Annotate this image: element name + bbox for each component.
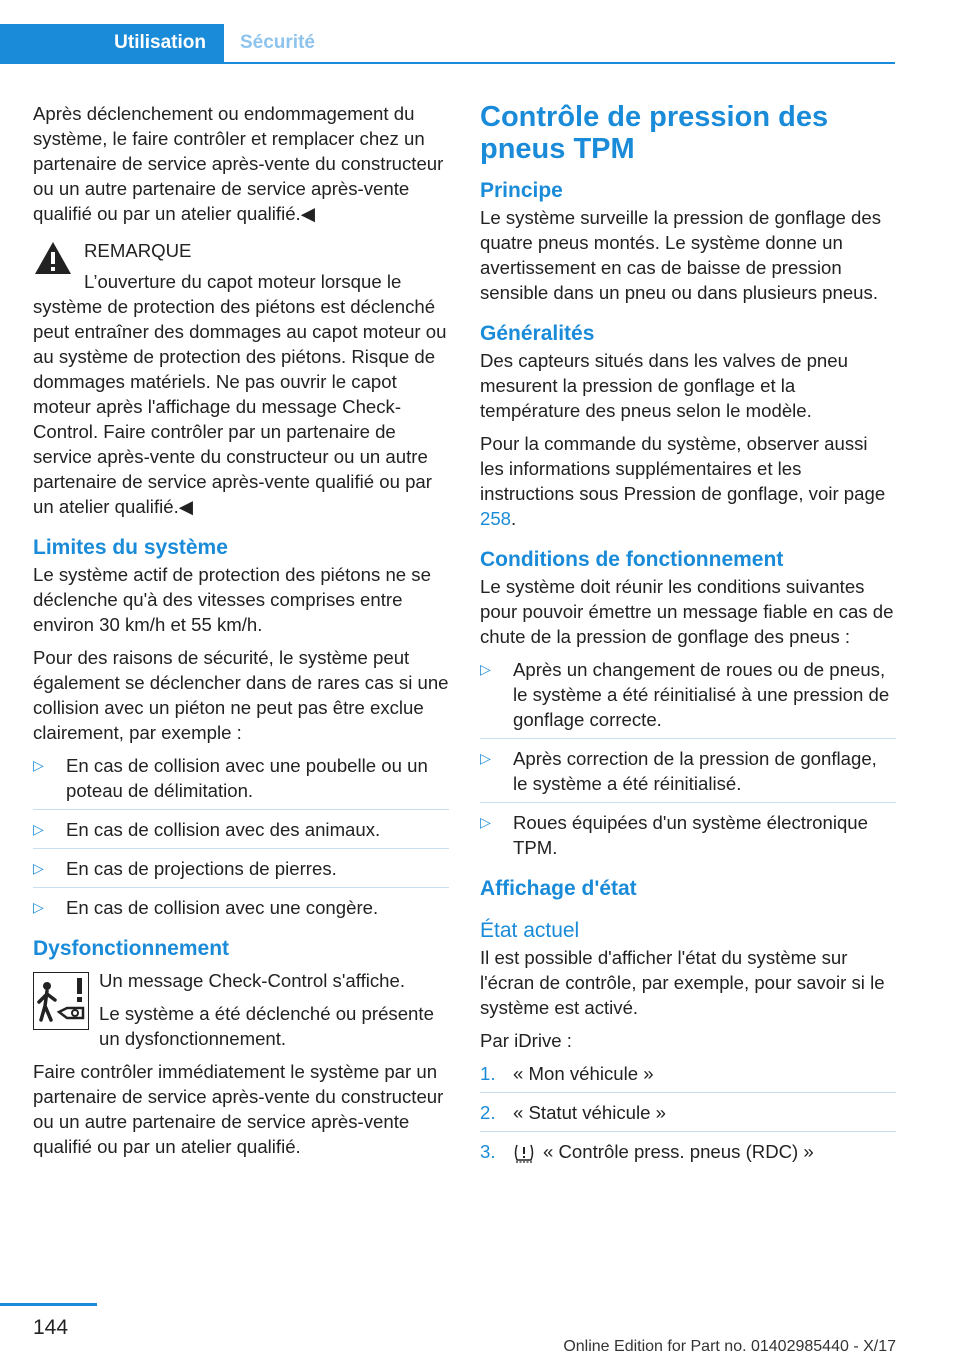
general-paragraph-1: Des capteurs situés dans les valves de pneu mesurent la pression de gonflage et la température des pneus selon le modèle.: [480, 350, 848, 421]
header-tabs: [0, 24, 895, 64]
step-text: « Mon véhicule »: [513, 1063, 654, 1084]
status-heading: Affichage d'état: [480, 877, 637, 900]
triangle-bullet-icon: ▷: [480, 661, 491, 677]
tab-securite[interactable]: Sécurité: [240, 32, 315, 53]
malfunction-block: [33, 968, 449, 1059]
list-item-text: En cas de collision avec une congère.: [66, 897, 379, 918]
triangle-bullet-icon: ▷: [33, 757, 44, 773]
general-paragraph-2-end: .: [511, 508, 517, 529]
list-item: [33, 817, 449, 849]
malfunction-paragraph-2: Le système a été déclenché ou présente un dysfonctionnement.: [99, 1003, 434, 1049]
warning-triangle-icon: [33, 240, 73, 276]
step-number: 2.: [480, 1102, 496, 1123]
general-paragraph-2-text: Pour la commande du système, observer aussi les informations supplémentaires et les instructions sous Pression de gonflage, voir page: [480, 433, 886, 504]
list-item: [480, 746, 896, 803]
tab-utilisation[interactable]: Utilisation: [0, 24, 224, 62]
limits-paragraph-1: Le système actif de protection des piétons ne se déclenche qu'à des vitesses comprises entre environ 30 km/h et 55 km/h.: [33, 564, 431, 635]
triangle-bullet-icon: ▷: [33, 899, 44, 915]
list-item: [480, 657, 896, 739]
step-text: « Contrôle press. pneus (RDC) »: [543, 1141, 814, 1162]
intro-paragraph: Après déclenchement ou endommagement du système, le faire contrôler et remplacer chez un partenaire de service après-vente du constructeur ou un autre partenaire de service après-vente qualifié ou par un atelier qualifié.◀: [33, 103, 444, 224]
footer-accent-line: [0, 1303, 97, 1306]
principle-paragraph: Le système surveille la pression de gonflage des quatre pneus montés. Le système donne un avertissement en cas de baisse de pression sensible dans un pneu ou dans plusieurs pneus.: [480, 207, 882, 303]
step-text: « Statut véhicule »: [513, 1102, 666, 1123]
warning-block: [33, 238, 449, 519]
idrive-steps: [480, 1061, 896, 1164]
limits-heading: Limites du système: [33, 536, 228, 559]
step-number: 3.: [480, 1141, 496, 1162]
list-item-text: En cas de projections de pierres.: [66, 858, 337, 879]
list-item-text: En cas de collision avec des animaux.: [66, 819, 381, 840]
warning-title: REMARQUE: [84, 240, 192, 261]
malfunction-heading: Dysfonctionnement: [33, 937, 230, 960]
warning-text-body: L’ouverture du capot moteur lorsque le système de protection des piétons est déclenché peut entraîner des dommages au capot moteur ou au système de protection des piétons. Risque de dommages matériels. Ne pas ouvrir le capot moteur après l'affichage du message Check-Control. Faire contrôler par un partenaire de service après-vente du constructeur ou un autre partenaire de service après-vente qualifié ou par un atelier qualifié.◀: [33, 271, 447, 517]
list-item: [33, 895, 449, 920]
list-item-text: Après correction de la pression de gonflage, le système a été réinitialisé.: [513, 748, 877, 794]
edition-footer: Online Edition for Part no. 01402985440 - X/17: [563, 1338, 896, 1355]
list-item: [480, 810, 896, 860]
limits-paragraph-2: Pour des raisons de sécurité, le système peut également se déclencher dans de rares cas si une collision avec un piéton ne peut pas être exclue clairement, par exemple :: [33, 647, 449, 743]
conditions-paragraph: Le système doit réunir les conditions suivantes pour pouvoir émettre un message fiable en cas de chute de la pression de gonflage des pneus :: [480, 576, 894, 647]
current-state-heading: État actuel: [480, 919, 580, 942]
page-number: 144: [33, 1316, 69, 1339]
list-item-text: En cas de collision avec une poubelle ou un poteau de délimitation.: [66, 755, 428, 801]
general-heading: Généralités: [480, 322, 595, 345]
page-link[interactable]: 258: [480, 508, 512, 529]
conditions-list: [480, 657, 896, 860]
general-paragraph-2: [480, 431, 896, 531]
step-item: [480, 1139, 896, 1164]
principle-heading: Principe: [480, 179, 563, 202]
triangle-bullet-icon: ▷: [480, 814, 491, 830]
malfunction-paragraph-1: Un message Check-Control s'affiche.: [99, 970, 406, 991]
current-state-paragraph: Il est possible d'afficher l'état du système sur l'écran de contrôle, par exemple, pour savoir si le système est activé.: [480, 947, 885, 1018]
list-item-text: Roues équipées d'un système électronique TPM.: [513, 812, 868, 858]
section-title: Contrôle de pression des pneus TPM: [480, 101, 829, 165]
triangle-bullet-icon: ▷: [480, 750, 491, 766]
step-item: [480, 1100, 896, 1132]
list-item: [33, 753, 449, 810]
tire-pressure-warning-icon: [513, 1143, 535, 1163]
triangle-bullet-icon: ▷: [33, 860, 44, 876]
right-column: [480, 101, 896, 1171]
list-item: [33, 856, 449, 888]
malfunction-paragraph-3: Faire contrôler immédiatement le système par un partenaire de service après-vente du constructeur ou un autre partenaire de service après-vente qualifié ou par un atelier qualifié.: [33, 1061, 444, 1157]
step-number: 1.: [480, 1063, 496, 1084]
pedestrian-protection-icon: [33, 972, 89, 1030]
warning-text: [33, 269, 449, 519]
left-column: [33, 101, 449, 1167]
conditions-heading: Conditions de fonctionnement: [480, 548, 784, 571]
triangle-bullet-icon: ▷: [33, 821, 44, 837]
step-item: [480, 1061, 896, 1093]
list-item-text: Après un changement de roues ou de pneus, le système a été réinitialisé à une pression de gonflage correcte.: [513, 659, 890, 730]
idrive-label: Par iDrive :: [480, 1030, 572, 1051]
limits-list: [33, 753, 449, 920]
